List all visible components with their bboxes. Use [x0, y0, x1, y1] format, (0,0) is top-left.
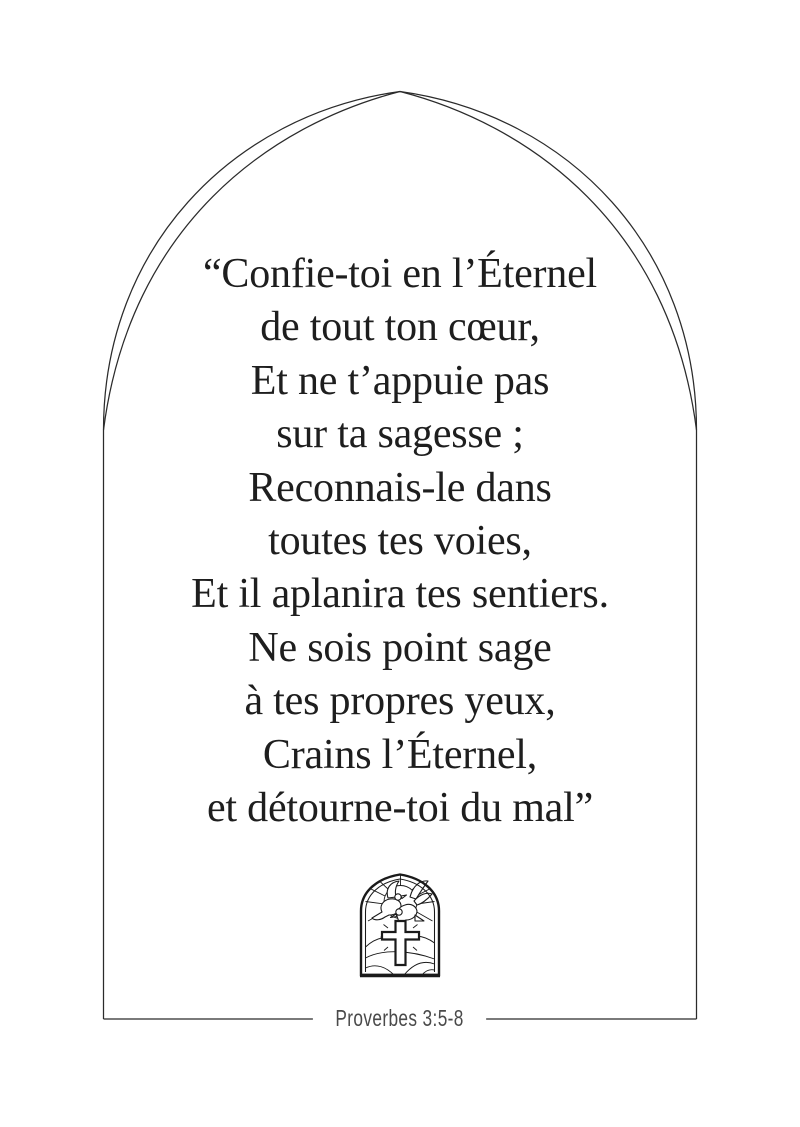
verse-line: “Confie-toi en l’Éternel [202, 251, 598, 297]
verse-line: Ne sois point sage [248, 624, 552, 671]
verse-line: toutes tes voies, [268, 518, 532, 565]
verse-line: et détourne-toi du mal” [206, 785, 594, 832]
verse-line: Et il aplanira tes sentiers. [191, 571, 609, 618]
verse-line: Et ne t’appuie pas [250, 357, 550, 404]
reference-row [0, 1003, 800, 1033]
verse-line: Reconnais-le dans [248, 464, 552, 511]
verse-line: sur ta sagesse ; [276, 411, 524, 458]
verse-line: à tes propres yeux, [244, 678, 556, 725]
scripture-reference: Proverbes 3:5-8 [313, 1003, 486, 1033]
verse-line: de tout ton cœur, [260, 304, 540, 351]
verse-text [0, 248, 800, 835]
verse-line: Crains l’Éternel, [262, 731, 538, 778]
stained-glass-window-icon [358, 871, 442, 979]
